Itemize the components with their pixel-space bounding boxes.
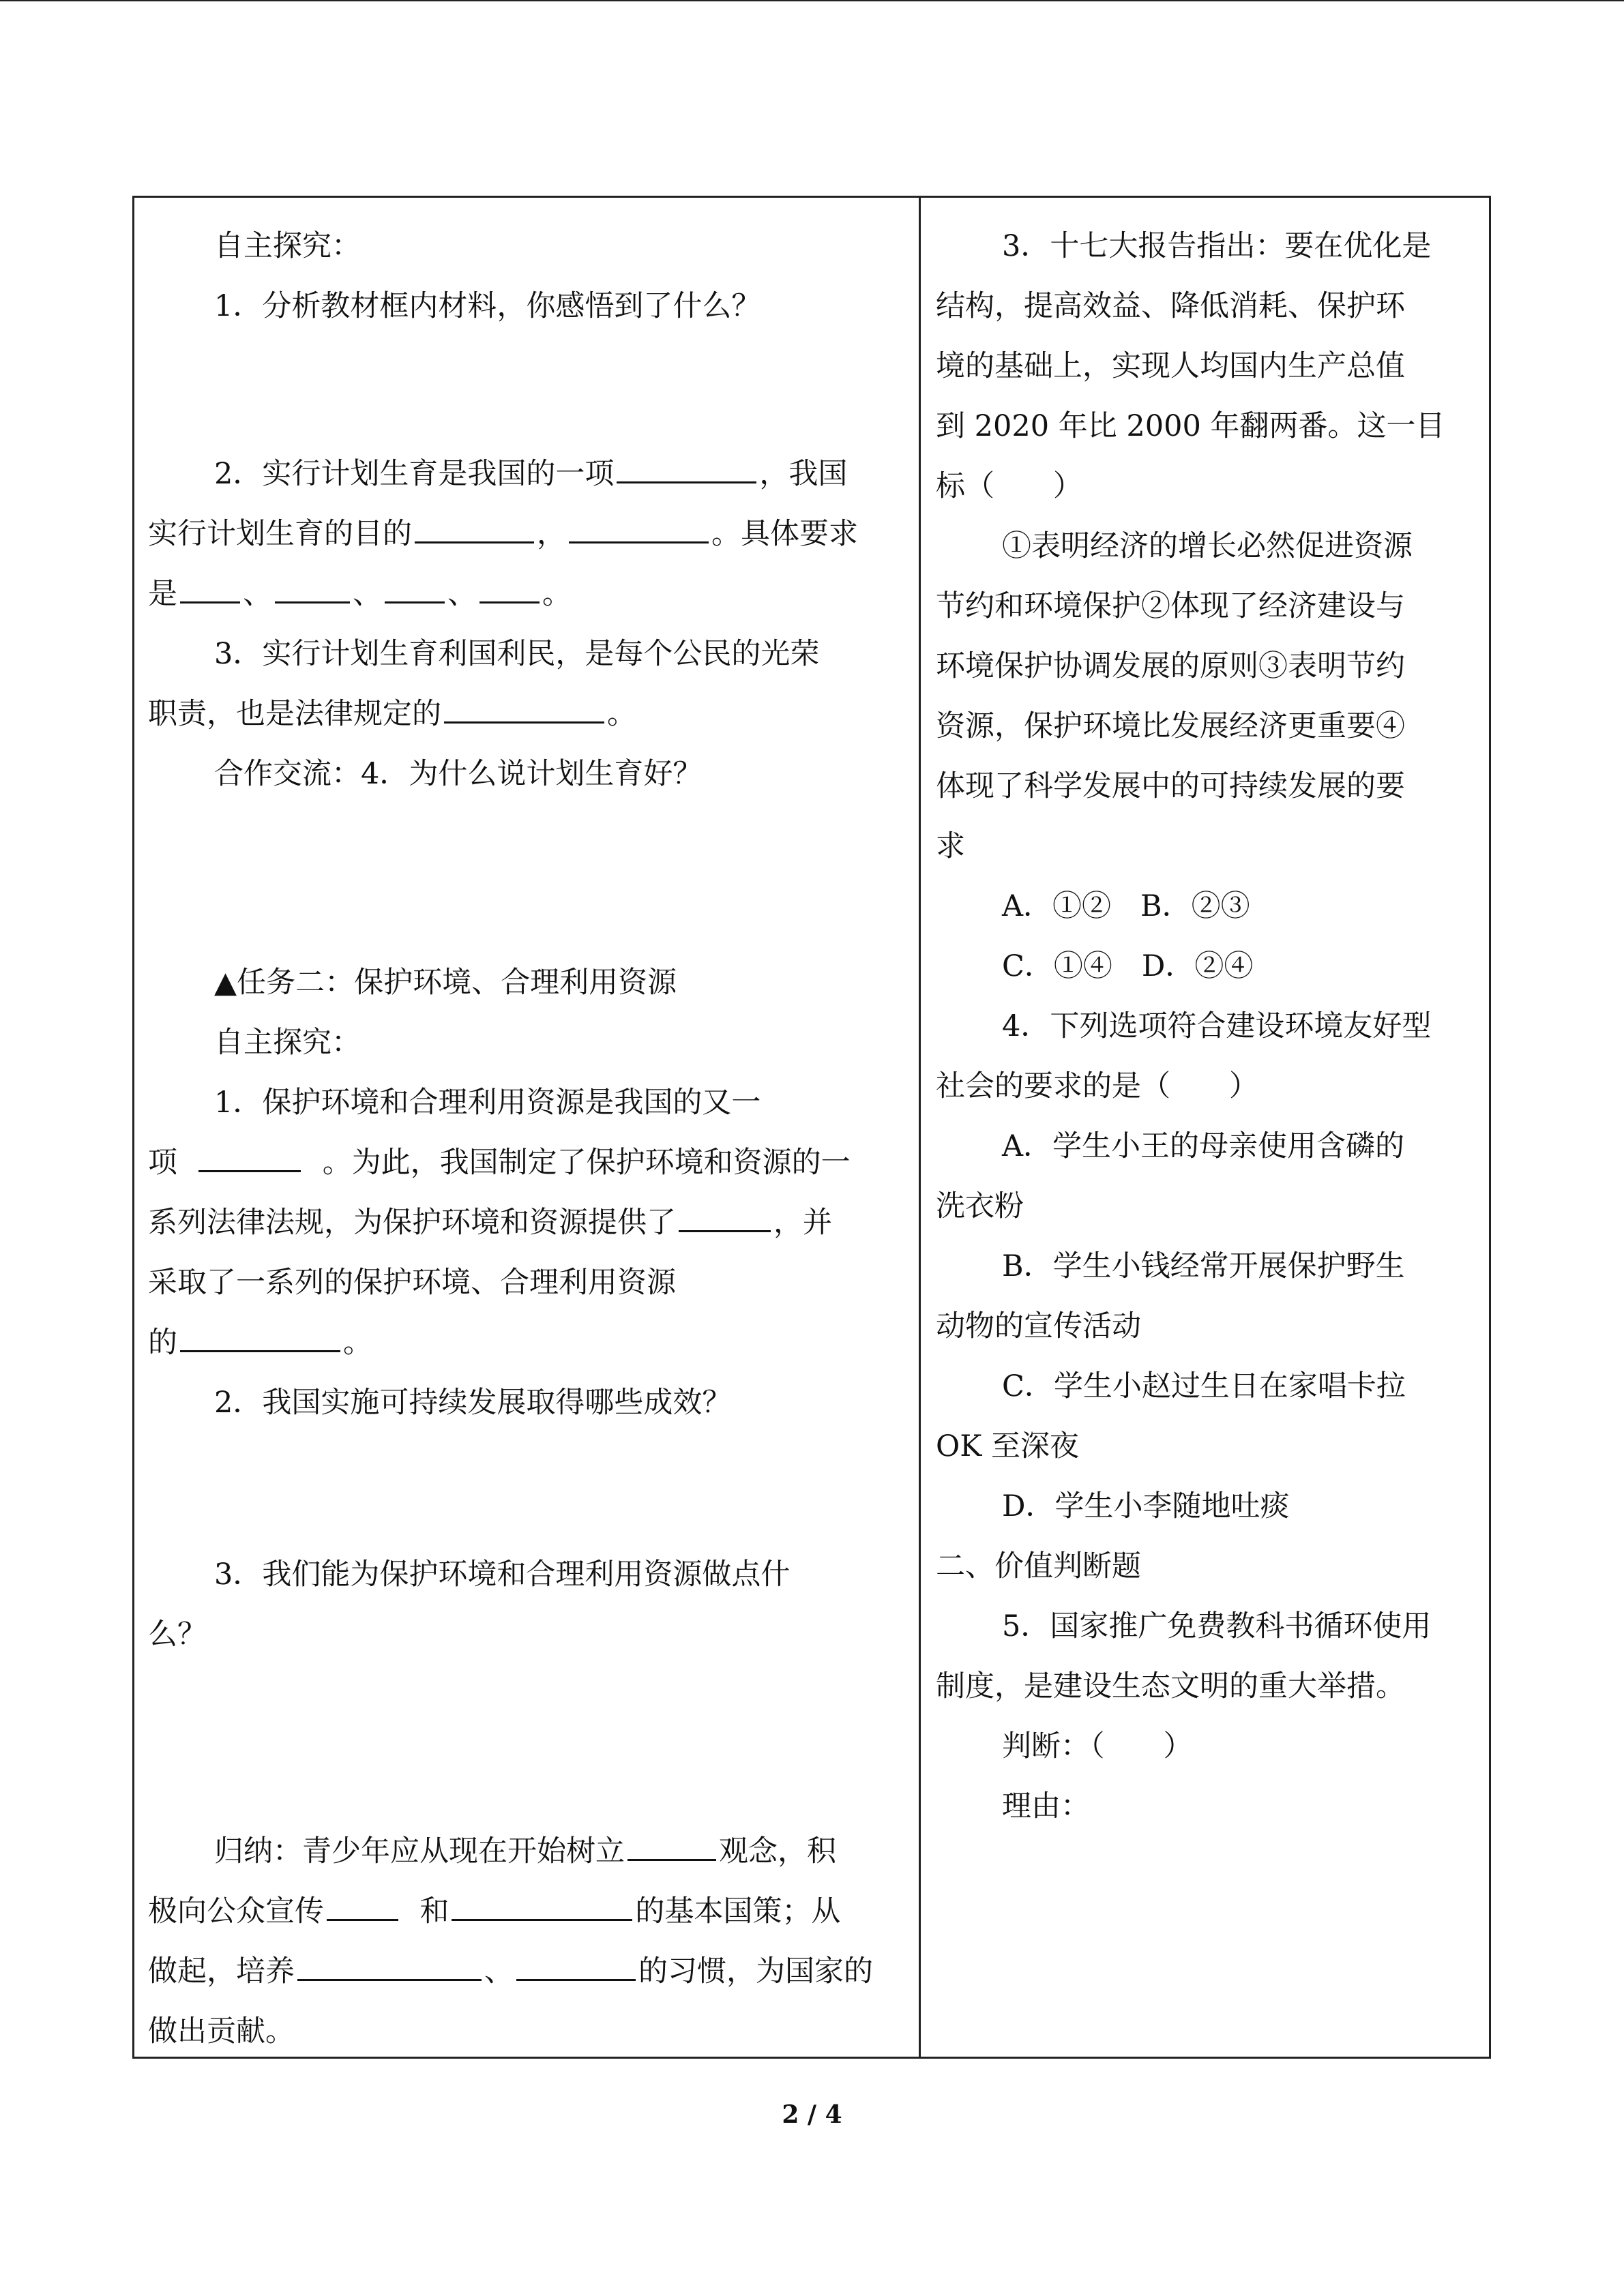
question-2-line-1: 2．实行计划生育是我国的一项 ，我国 (148, 444, 907, 504)
reason-label: 理由： (1002, 1789, 1090, 1823)
option-c-cont: OK 至深夜 (936, 1429, 1080, 1463)
answer-blank[interactable] (452, 1886, 632, 1921)
mc-question-4-line: 社会的要求的是（ ） (936, 1069, 1258, 1103)
mc-question-3-line: 到 2020 年比 2000 年翻两番。这一目 (936, 409, 1445, 443)
question-3-line-2: 职责，也是法律规定的 。 (148, 684, 907, 744)
section-2-heading: 二、价值判断题 (936, 1549, 1141, 1583)
top-rule (0, 0, 1624, 1)
summary-line-3: 做起，培养 、 的习惯，为国家的 (148, 1941, 907, 2001)
option-c: C．学生小赵过生日在家唱卡拉 (1002, 1369, 1406, 1403)
question-2-line-3: 是 、 、 、 。 (148, 564, 907, 624)
answer-blank[interactable] (180, 1317, 340, 1352)
answer-blank[interactable] (297, 1946, 482, 1981)
task-2-question-3-line-1: 3．我们能为保护环境和合理利用资源做点什 (214, 1557, 791, 1592)
answer-blank[interactable] (617, 449, 756, 483)
mc-question-4-line: 4．下列选项符合建设环境友好型 (1002, 1009, 1432, 1043)
question-3-line-1: 3．实行计划生育利国利民，是每个公民的光荣 (214, 637, 820, 671)
task-2-question-3-line-2: 么？ (148, 1617, 207, 1652)
worksheet-table (132, 196, 1491, 2059)
answer-blank[interactable] (385, 569, 445, 603)
judgment-question-line: 5．国家推广免费教科书循环使用 (1002, 1609, 1432, 1643)
option-b-cont: 动物的宣传活动 (936, 1309, 1141, 1343)
mc-question-3-line: 3．十七大报告指出：要在优化是 (1002, 229, 1432, 263)
summary-line-1: 归纳：青少年应从现在开始树立 观念，积 (148, 1821, 907, 1881)
page-number: 2 / 4 (782, 2100, 842, 2129)
option-a: A．学生小王的母亲使用含磷的 (1002, 1129, 1405, 1163)
option-d: D．学生小李随地吐痰 (1002, 1489, 1290, 1523)
answer-blank[interactable] (444, 689, 604, 724)
column-divider (919, 196, 921, 2059)
judgment-label: 判断：（ ） (1002, 1729, 1193, 1763)
answer-blank[interactable] (479, 569, 540, 603)
mc-options-cd: C．①④ D．②④ (1002, 949, 1254, 983)
option-a-cont: 洗衣粉 (936, 1189, 1024, 1223)
question-4: 合作交流：4．为什么说计划生育好？ (214, 757, 703, 791)
answer-blank[interactable] (198, 1137, 301, 1172)
answer-blank[interactable] (327, 1886, 398, 1921)
answer-blank[interactable] (275, 569, 350, 603)
option-b: B．学生小钱经常开展保护野生 (1002, 1249, 1405, 1283)
question-2-line-2: 实行计划生育的目的 ， 。具体要求 (148, 504, 907, 564)
question-1: 1．分析教材框内材料，你感悟到了什么？ (214, 289, 761, 323)
mc-question-3-line: 标（ ） (936, 469, 1082, 503)
task-2-question-1-line-5: 的 。 (148, 1313, 907, 1373)
answer-blank[interactable] (180, 569, 240, 603)
task-2-question-2: 2．我国实施可持续发展取得哪些成效？ (214, 1386, 732, 1420)
task-2-question-1-line-2: 项 。为此，我国制定了保护环境和资源的一 (148, 1133, 907, 1193)
task-2-question-1-line-1: 1．保护环境和合理利用资源是我国的又一 (214, 1086, 761, 1120)
answer-blank[interactable] (628, 1826, 716, 1861)
left-column (148, 216, 907, 2061)
answer-blank[interactable] (516, 1946, 636, 1981)
answer-blank[interactable] (679, 1197, 771, 1232)
mc-statements-line: 体现了科学发展中的可持续发展的要 (936, 769, 1405, 803)
mc-question-3-line: 境的基础上，实现人均国内生产总值 (936, 349, 1405, 383)
answer-blank[interactable] (569, 509, 709, 543)
mc-statements-line: 资源，保护环境比发展经济更重要④ (936, 709, 1405, 743)
task-2-heading: ▲任务二：保护环境、合理利用资源 (214, 966, 677, 1000)
mc-question-3-line: 结构，提高效益、降低消耗、保护环 (936, 289, 1405, 323)
mc-statements-line: ①表明经济的增长必然促进资源 (1002, 529, 1413, 563)
mc-statements-line: 节约和环境保护②体现了经济建设与 (936, 589, 1405, 623)
section-heading: 自主探究： (214, 229, 361, 263)
task-2-question-1-line-3: 系列法律法规，为保护环境和资源提供了 ，并 (148, 1193, 907, 1253)
answer-blank[interactable] (415, 509, 534, 543)
summary-line-2: 极向公众宣传 和 的基本国策；从 (148, 1881, 907, 1941)
judgment-question-line: 制度，是建设生态文明的重大举措。 (936, 1669, 1405, 1703)
summary-line-4: 做出贡献。 (148, 2014, 295, 2048)
mc-options-ab: A．①② B．②③ (1002, 889, 1250, 923)
mc-statements-line: 环境保护协调发展的原则③表明节约 (936, 649, 1405, 683)
mc-statements-line: 求 (936, 829, 965, 863)
right-column (936, 216, 1479, 1836)
section-heading: 自主探究： (214, 1026, 361, 1060)
task-2-question-1-line-4: 采取了一系列的保护环境、合理利用资源 (148, 1266, 676, 1300)
